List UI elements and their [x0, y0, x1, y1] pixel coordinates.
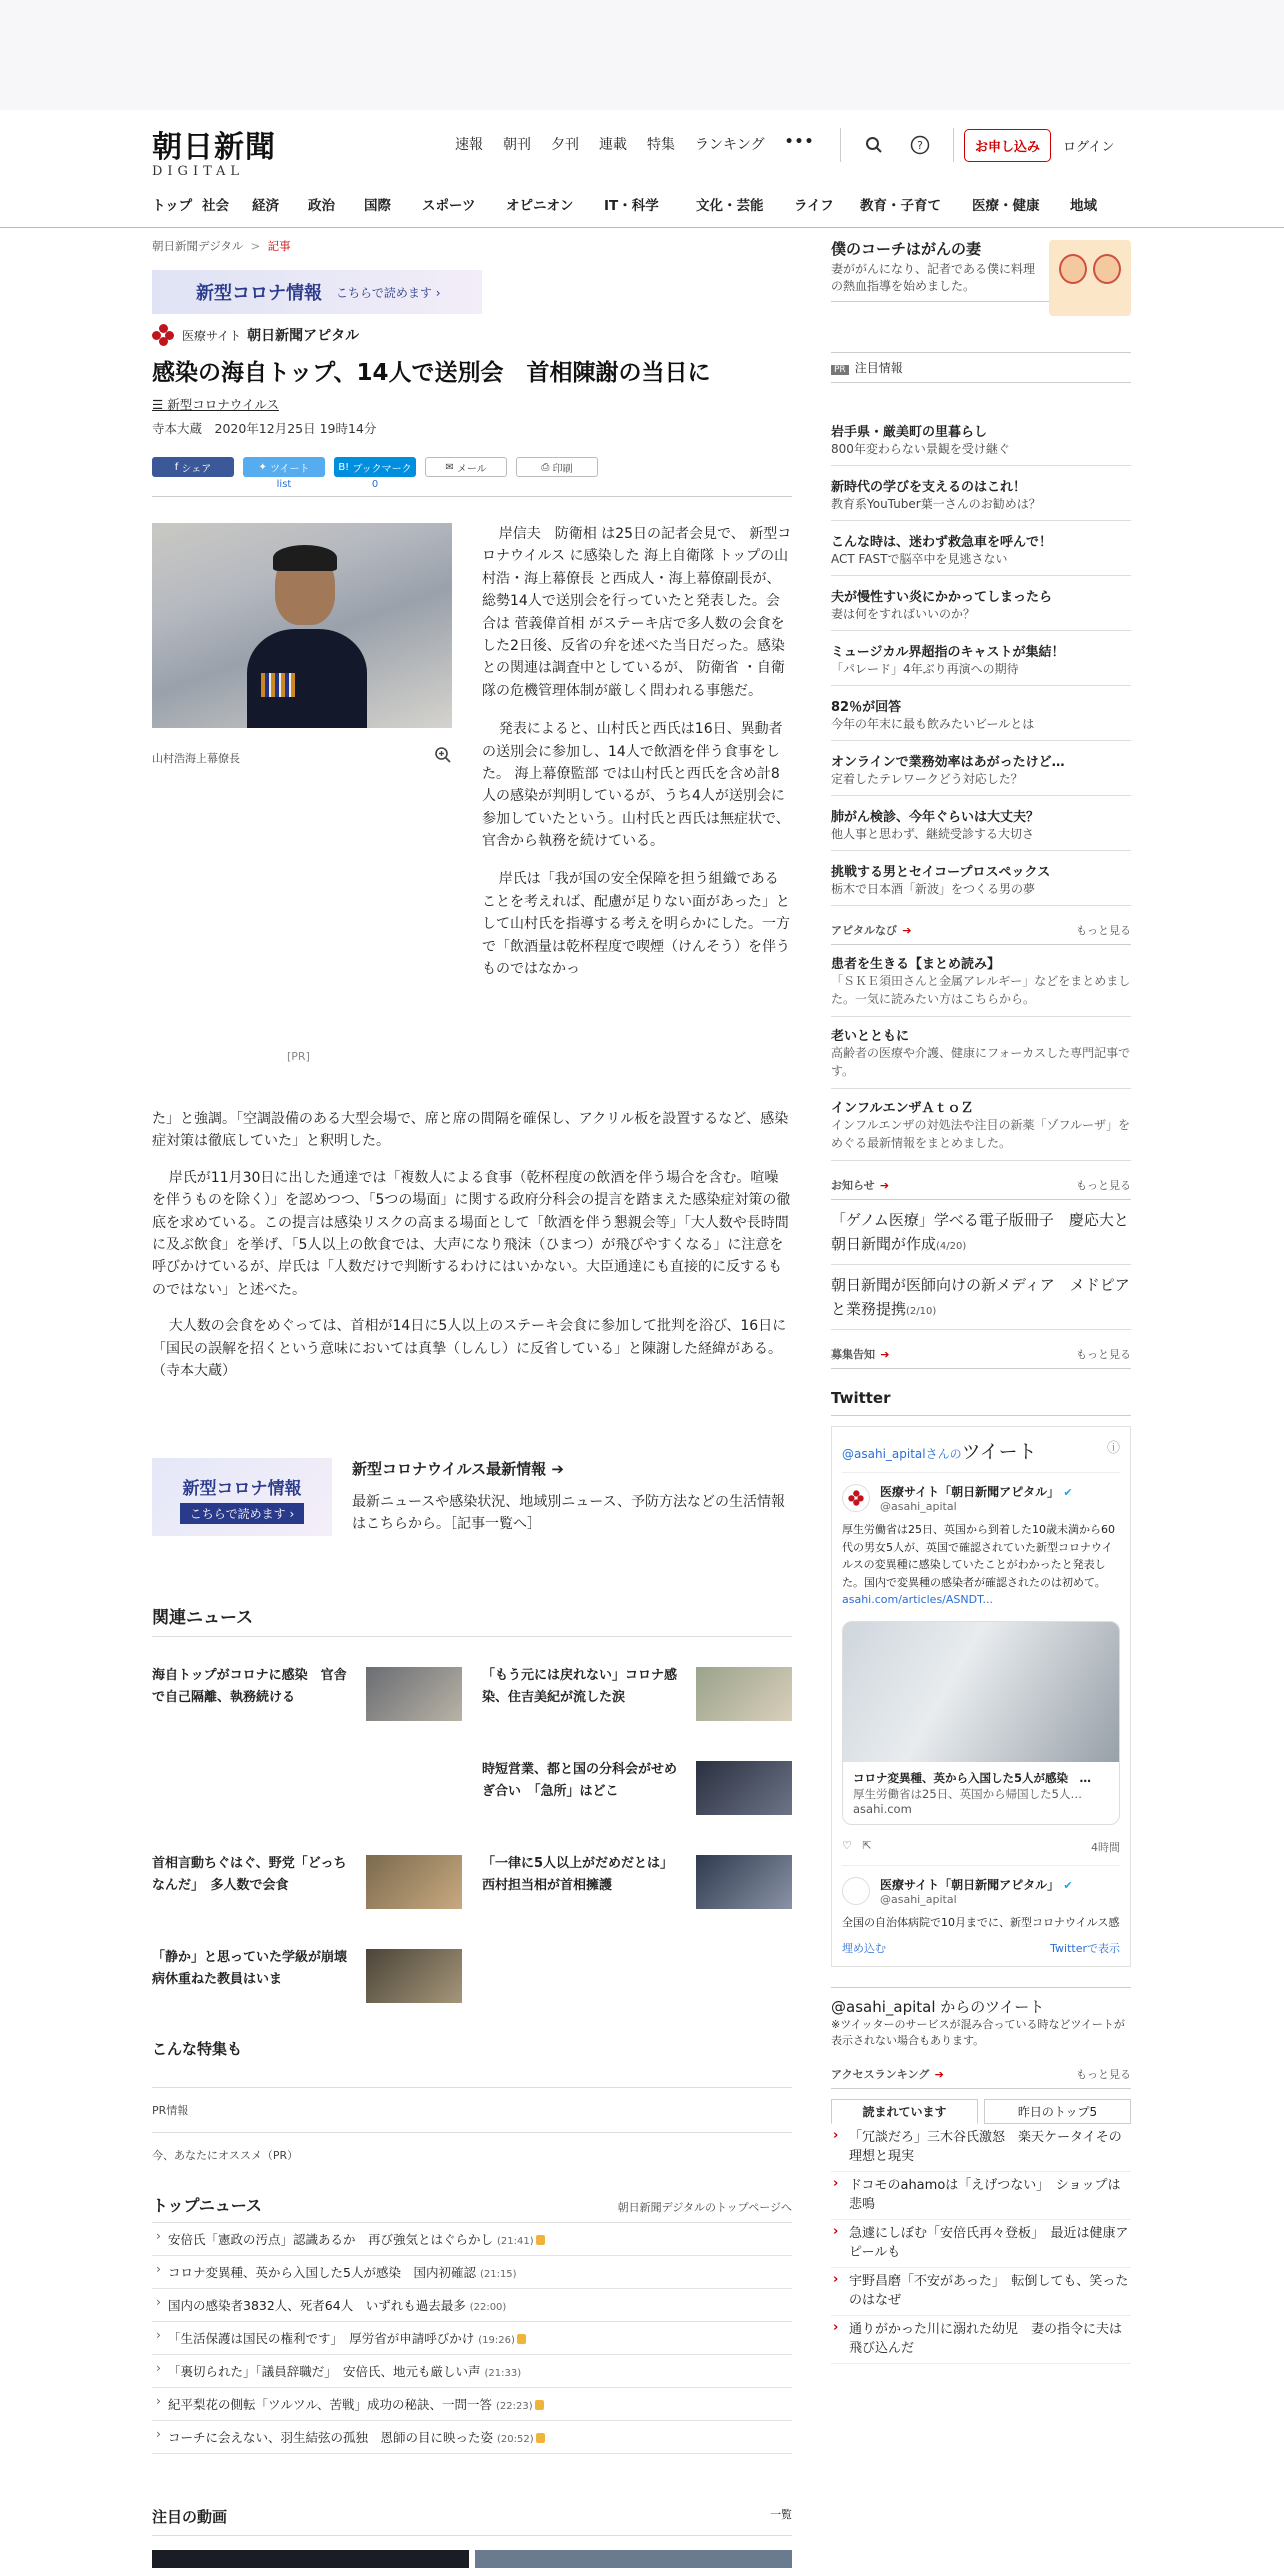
avatar — [842, 1877, 870, 1905]
cat-life[interactable]: ライフ — [794, 198, 834, 214]
lock-icon — [517, 2334, 526, 2344]
article-main — [152, 238, 792, 2526]
breadcrumb — [152, 238, 792, 254]
related-item-title: 「一律に5人以上がだめだとは」 西村担当相が首相擁護 — [482, 1856, 680, 1894]
print-label: 印刷 — [552, 463, 573, 475]
notice-item[interactable] — [831, 1200, 1131, 1265]
tweet-account-name: 医療サイト「朝日新聞アピタル」 — [880, 1485, 1060, 1499]
recruit-header — [831, 1344, 1131, 1369]
top-news-title: 「生活保護は国民の権利です」 厚労省が申請呼びかけ — [168, 2331, 475, 2346]
paragraph: た」と強調。「空調設備のある大型会場で、席と席の間隔を確保し、アクリル板を設置するなど、感染症対策は徹底していた」と釈明した。 — [152, 1111, 789, 1150]
twitter-widget-title: ツイート — [961, 1441, 1037, 1463]
video-thumbnail[interactable] — [152, 2550, 469, 2568]
top-news-time: (22:23) — [496, 2401, 533, 2412]
top-news-time: (21:41) — [497, 2236, 534, 2247]
photo-caption-text: 山村浩海上幕僚長 — [152, 752, 240, 765]
top-news — [152, 2193, 792, 2454]
topic-tag-label: 新型コロナウイルス — [167, 397, 279, 413]
pr-item-title: ミュージカル界超指のキャストが集結！ — [831, 645, 1065, 660]
pr-item-title: 82％が回答 — [831, 700, 902, 715]
pr-info-row[interactable]: PR情報 — [152, 2087, 792, 2132]
pr-section-header — [831, 352, 1131, 383]
article-body — [152, 1108, 792, 1396]
info-icon[interactable]: ⓘ — [1106, 1441, 1120, 1456]
related-item-title: 首相言動ちぐはぐ、野党「どっちなんだ」 多人数で会食 — [152, 1856, 347, 1894]
pr-item[interactable] — [831, 521, 1131, 576]
photo-subject — [247, 543, 367, 728]
related-item-thumbnail — [366, 1855, 462, 1909]
top-news-title: 国内の感染者3832人、死者64人 いずれも過去最多 — [168, 2298, 466, 2313]
paragraph: 岸氏が11月30日に出した通達では「複数人による食事（乾杯程度の飲酒を伴う場合を含む。喧噪を伴うものを除く）」を認めつつ、「5つの場面」に関する政府分科会の提言を踏まえた感染症対策の徹底を求めている。この提言は感染リスクの高まる場面として「飲酒を伴う懇親会等」「大人数や長時間に及ぶ飲食」を挙げ、「5人以上の飲食では、大声になり飛沫（ひまつ）が飛びやすくなる」に注意を呼びかけているが、岸氏は「人数だけで判断するわけにはいかない。大臣通達にも直接的に反するものではない」と述べた。 — [152, 1169, 791, 1298]
pr-item[interactable] — [831, 796, 1131, 851]
pr-item[interactable] — [831, 411, 1131, 466]
pr-item-text: 教育系YouTuber葉一さんのお勧めは？ — [831, 497, 1041, 511]
facebook-icon: f — [174, 461, 182, 473]
cat-it-science[interactable]: IT・科学 — [604, 198, 659, 214]
nav-chokan[interactable]: 朝刊 — [503, 137, 531, 153]
related-item-title: 時短営業、都と国の分科会がせめぎ合い 「急所」はどこ — [482, 1762, 678, 1800]
twitter-handle-title[interactable]: @asahi_apitalさんの — [842, 1447, 962, 1461]
pr-item-text: 「パレード」4年ぶり再演への期待 — [831, 662, 1019, 676]
top-news-link[interactable]: 朝日新聞デジタルのトップページへ — [617, 2201, 792, 2214]
pr-item-text: 800年変わらない景観を受け継ぐ — [831, 442, 1010, 456]
verified-icon: ✔ — [1063, 1878, 1073, 1892]
corona-info-image-link: こちらで読めます › — [180, 1503, 305, 1524]
pr-item[interactable] — [831, 466, 1131, 521]
svg-text:?: ? — [917, 139, 923, 152]
cat-culture[interactable]: 文化・芸能 — [696, 198, 764, 214]
top-news-title: コーチに会えない、羽生結弦の孤独 恩師の目に映った姿 — [168, 2430, 494, 2445]
ranking-item[interactable]: › 「冗談だろ」三木谷氏激怒 楽天ケータイその理想と現実 — [831, 2124, 1131, 2172]
tweet-time[interactable]: 4時間 — [1091, 1840, 1120, 1854]
cat-politics[interactable]: 政治 — [308, 198, 335, 214]
share-bar — [152, 457, 792, 497]
corona-info-box — [152, 1458, 792, 1558]
top-news-item[interactable] — [152, 2421, 792, 2454]
cat-economy[interactable]: 経済 — [252, 198, 279, 214]
paragraph: 発表によると、山村氏と西氏は16日、異動者の送別会に参加し、14人で飲酒を伴う食事をした。 海上幕僚監部 では山村氏と西氏を含め計8人の感染が判明しているが、うち4人が送別会に参加していたという。山村氏と西氏は無症状で、官舎から執務を続けている。 — [482, 721, 790, 850]
cat-top[interactable]: トップ — [152, 198, 193, 214]
photo-caption — [152, 750, 452, 766]
mail-button[interactable] — [425, 457, 507, 477]
top-news-title: 紀平梨花の側転「ツルツル、苦戦」成功の秘訣、一問一答 — [168, 2397, 493, 2412]
hatena-icon: B! — [338, 461, 353, 473]
cat-society[interactable]: 社会 — [202, 198, 229, 214]
zoom-icon[interactable] — [434, 746, 452, 767]
nav-rensai[interactable]: 連載 — [599, 137, 627, 153]
divider — [840, 128, 841, 162]
ranking-item[interactable]: › 通りがかった川に溺れた幼児 妻の指令に夫は飛び込んだ — [831, 2316, 1131, 2364]
apital-item[interactable] — [831, 1089, 1131, 1161]
apital-name: 朝日新聞アピタル — [247, 328, 360, 344]
top-news-time: (19:26) — [478, 2335, 515, 2346]
hatena-count[interactable]: 0 — [371, 479, 379, 491]
breadcrumb-current: 記事 — [267, 239, 291, 253]
pr-item-text: 今年の年末に最も飲みたいビールとは — [831, 717, 1035, 731]
apital-item-title: インフルエンザＡｔｏＺ — [831, 1101, 974, 1116]
article-photo[interactable] — [152, 523, 452, 728]
pr-item-title: 肺がん検診、今年ぐらいは大丈夫？ — [831, 810, 1040, 825]
related-item[interactable] — [152, 1853, 462, 1909]
apital-item[interactable] — [831, 945, 1131, 1017]
promo-title: 僕のコーチはがんの妻 — [831, 240, 982, 258]
more-link[interactable]: もっと見る — [1076, 1179, 1131, 1192]
notice-title: 「ゲノム医療」学べる電子版冊子 慶応大と朝日新聞が作成 — [831, 1211, 1129, 1253]
pr-item-title: 挑戦する男とセイコープロスペックス — [831, 865, 1051, 880]
facebook-share-label: シェア — [181, 463, 212, 475]
tweet-handle: @asahi_apital — [880, 1500, 957, 1513]
apital-prefix: 医療サイト — [182, 328, 242, 343]
twitter-share-button[interactable] — [243, 457, 325, 491]
top-news-time: (21:15) — [479, 2269, 517, 2280]
notice-item[interactable] — [831, 1265, 1131, 1330]
subscribe-button[interactable]: お申し込み — [964, 129, 1051, 162]
recommend-row[interactable]: 今、あなたにオススメ（PR） — [152, 2132, 792, 2177]
pr-item[interactable] — [831, 686, 1131, 741]
twitter-count[interactable]: list — [276, 479, 292, 491]
apital-item-title: 患者を生きる【まとめ読み】 — [831, 957, 1001, 972]
apital-navi-heading[interactable]: アピタルなび — [831, 924, 897, 937]
arrow-right-icon: ➔ — [934, 2067, 944, 2081]
print-icon: ⎙ — [541, 461, 553, 473]
tweet-author[interactable] — [842, 1483, 1120, 1513]
tweet-text: 全国の自治体病院で10月までに、新型コロナウイルス感 — [842, 1915, 1120, 1929]
notice-header — [831, 1175, 1131, 1200]
pr-item-text: 定着したテレワークどう対応した？ — [831, 772, 1023, 786]
pr-item[interactable] — [831, 741, 1131, 796]
site-header — [0, 110, 1284, 228]
list-icon: ☰ — [152, 397, 168, 413]
pr-heading: 注目情報 — [854, 361, 903, 375]
tweet-card-domain: asahi.com — [853, 1801, 912, 1816]
tab-most-read[interactable]: 読まれています — [831, 2099, 978, 2124]
tweet-account-name: 医療サイト「朝日新聞アピタル」 — [880, 1877, 1060, 1892]
twitter-share-label: ツイート — [270, 463, 310, 475]
paragraph: 大人数の会食をめぐっては、首相が14日に5人以上のステーキ会食に参加して批判を浴び、16日に「国民の誤解を招くという意味においては真摯（しんし）に反省している」と陳謝した経緯がある。（寺本大蔵） — [152, 1318, 787, 1379]
pr-item[interactable] — [831, 576, 1131, 631]
verified-icon: ✔ — [1063, 1486, 1073, 1499]
corona-info-image-title: 新型コロナ情報 — [182, 1479, 302, 1499]
corona-info-image[interactable] — [152, 1458, 332, 1536]
feature-section — [152, 2038, 792, 2177]
notice-date: (2/10) — [906, 1306, 937, 1317]
heart-icon[interactable]: ♡ — [842, 1838, 852, 1852]
more-link[interactable]: もっと見る — [1076, 924, 1131, 937]
facebook-share-button[interactable] — [152, 457, 234, 477]
related-item-thumbnail — [366, 1667, 462, 1721]
nav-tokushu[interactable]: 特集 — [647, 137, 675, 153]
related-item[interactable] — [152, 1947, 462, 2003]
related-item[interactable] — [482, 1665, 792, 1721]
related-item[interactable] — [482, 1759, 792, 1815]
top-news-item[interactable] — [152, 2322, 792, 2355]
from-twitter-title[interactable]: @asahi_apital からのツイート — [831, 1997, 1045, 2016]
top-news-item[interactable] — [152, 2289, 792, 2322]
pr-item-text: 栃木で日本酒「新波」をつくる男の夢 — [831, 882, 1036, 896]
top-news-title: 安倍氏「憲政の汚点」認識あるか 再び強気とはぐらかし — [168, 2232, 494, 2247]
sidebar — [831, 238, 1131, 2364]
tweet-card-title: コロナ変異種、英から入国した5人が感染 … — [853, 1770, 1091, 1785]
ranking-item[interactable]: › 宇野昌磨「不安があった」 転倒しても、笑ったのはなぜ — [831, 2268, 1131, 2316]
lock-icon — [536, 2235, 545, 2245]
top-nav — [455, 134, 834, 154]
lock-icon — [535, 2400, 544, 2410]
related-item-title: 「もう元には戻れない」コロナ感染、住吉美紀が流した涙 — [482, 1668, 678, 1706]
cat-education[interactable]: 教育・子育て — [860, 198, 941, 214]
header-actions — [830, 128, 1114, 162]
video-thumbnail[interactable] — [475, 2550, 792, 2568]
embed-link[interactable]: 埋め込む — [842, 1941, 886, 1955]
avatar — [842, 1484, 870, 1512]
twitter-widget — [831, 1426, 1131, 1967]
pr-item[interactable] — [831, 851, 1131, 906]
more-link[interactable]: もっと見る — [1076, 2067, 1131, 2081]
hatena-bookmark-button[interactable] — [334, 457, 416, 491]
pr-badge: PR — [831, 365, 849, 375]
tab-yesterday-top5[interactable]: 昨日のトップ5 — [984, 2099, 1131, 2124]
top-news-title: コロナ変異種、英から入国した5人が感染 国内初確認 — [168, 2265, 476, 2280]
hatena-label: ブックマーク — [352, 463, 412, 475]
corona-banner[interactable] — [152, 270, 482, 314]
breadcrumb-home[interactable]: 朝日新聞デジタル — [152, 239, 244, 253]
divider — [953, 128, 954, 162]
view-on-twitter-link[interactable]: Twitterで表示 — [1050, 1941, 1120, 1955]
cat-opinion[interactable]: オピニオン — [506, 198, 574, 214]
notice-heading[interactable]: お知らせ — [831, 1179, 875, 1192]
notice-date: (4/20) — [936, 1241, 967, 1252]
pr-item-title: オンラインで業務効率はあがったけど… — [831, 755, 1065, 770]
top-news-title: 「裏切られた」「議員辞職だ」 安倍氏、地元も厳しい声 — [168, 2364, 481, 2379]
promo-text: 妻ががんになり、記者である僕に料理の熱血指導を始めました。 — [831, 262, 1036, 293]
top-news-time: (21:33) — [484, 2368, 522, 2379]
recruit-heading[interactable]: 募集告知 — [831, 1348, 875, 1361]
apital-item-text: インフルエンザの対処法や注目の新薬「ゾフルーザ」をめぐる最新情報をまとめました。 — [831, 1118, 1131, 1150]
corona-info-desc[interactable]: 最新ニュースや感染状況、地域別ニュース、予防方法などの生活情報はこちらから。［記事一覧へ］ — [352, 1494, 786, 1533]
breadcrumb-separator: > — [250, 239, 261, 253]
top-news-item[interactable] — [152, 2388, 792, 2421]
feature-heading: こんな特集も — [152, 2040, 243, 2058]
top-news-time: (22:00) — [469, 2302, 507, 2313]
tweet-link[interactable]: asahi.com/articles/ASNDT... — [842, 1593, 993, 1607]
print-button[interactable] — [516, 457, 598, 477]
lock-icon — [536, 2433, 545, 2443]
apital-logo-icon — [152, 324, 174, 346]
related-item[interactable] — [152, 1665, 462, 1721]
top-news-item[interactable] — [152, 2355, 792, 2388]
tweet-card-text: 厚生労働省は25日、英国から帰国した5人… — [853, 1786, 1082, 1801]
ranking-tabs — [831, 2099, 1131, 2124]
mail-icon: ✉ — [445, 461, 457, 473]
tweet-card-image — [843, 1622, 1119, 1762]
apital-item-text: 高齢者の医療や介護、健康にフォーカスした専門記事です。 — [831, 1046, 1131, 1078]
cat-international[interactable]: 国際 — [364, 198, 391, 214]
arrow-right-icon: ➔ — [902, 924, 912, 937]
related-item[interactable] — [482, 1853, 792, 1909]
top-news-time: (20:52) — [497, 2434, 534, 2445]
pr-label: [PR] — [287, 1050, 310, 1063]
nav-ranking[interactable]: ランキング — [695, 137, 765, 153]
pr-item-title: 新時代の学びを支えるのはこれ！ — [831, 480, 1027, 495]
pr-item-text: 他人事と思わず、継続受診する大切さ — [831, 827, 1035, 841]
more-menu-button[interactable]: ••• — [784, 134, 815, 150]
cat-sports[interactable]: スポーツ — [422, 198, 476, 214]
featured-videos — [152, 2506, 792, 2568]
pr-item-text: 妻は何をすればいいのか？ — [831, 607, 976, 621]
article-title: 感染の海自トップ、14人で送別会 首相陳謝の当日に — [152, 360, 711, 386]
pr-item-title: 夫が慢性すい炎にかかってしまったら — [831, 590, 1053, 605]
nav-yukan[interactable]: 夕刊 — [551, 137, 579, 153]
tweet-handle: @asahi_apital — [880, 1892, 957, 1906]
pr-item-text: ACT FASTで脳卒中を見逃さない — [831, 552, 1008, 566]
related-item-title: 海自トップがコロナに感染 官舎で自己隔離、執務続ける — [152, 1668, 347, 1706]
arrow-right-icon: ➔ — [880, 1348, 890, 1361]
tweet-card[interactable] — [842, 1621, 1120, 1825]
banner-link: こちらで読めます › — [336, 285, 441, 300]
logo-text: 朝日新聞 — [152, 130, 276, 165]
related-news-heading: 関連ニュース — [152, 1603, 792, 1637]
logo-subtext: DIGITAL — [152, 164, 245, 179]
sidebar-promo[interactable] — [831, 238, 1131, 302]
twitter-heading: Twitter — [831, 1389, 1131, 1416]
tweet-text — [842, 1521, 1120, 1609]
from-twitter — [831, 1987, 1131, 2050]
apital-item-title: 老いとともに — [831, 1029, 910, 1044]
mail-label: メール — [456, 463, 487, 475]
search-icon[interactable] — [863, 134, 885, 156]
top-news-item[interactable] — [152, 2223, 792, 2256]
paragraph: 岸信夫 防衛相 は25日の記者会見で、 新型コロナウイルス に感染した 海上自衛隊 トップの山村浩・海上幕僚長 と西成人・海上幕僚副長が、総勢14人で送別会を行っていたと発表した。会合は 菅義偉首相 がステーキ店で多人数の会食をした2日後、反省の弁を述べた当日だった。感染との関連は調査中としているが、 防衛省 ・自衛隊の危機管理体制が厳しく問われる事態だ。 — [482, 526, 792, 699]
corona-info-title[interactable]: 新型コロナウイルス最新情報 ➔ — [352, 1460, 564, 1478]
apital-item-text: 「ＳＫＥ須田さんと金属アレルギー」などをまとめました。一気に読みたい方はこちらから。 — [831, 974, 1131, 1006]
related-news — [152, 1603, 792, 2017]
corona-info-text — [352, 1458, 792, 1536]
help-icon[interactable] — [909, 134, 931, 156]
twitter-icon: ✦ — [258, 461, 271, 473]
pr-item[interactable] — [831, 631, 1131, 686]
top-ad-area — [0, 0, 1284, 110]
videos-heading: 注目の動画 — [152, 2508, 228, 2526]
related-item-title: 「静か」と思っていた学級が崩壊 病休重ねた教員はいま — [152, 1950, 361, 1988]
apital-item[interactable] — [831, 1017, 1131, 1089]
apital-label[interactable] — [152, 324, 792, 346]
nav-sokuho[interactable]: 速報 — [455, 137, 483, 153]
top-news-heading: トップニュース — [152, 2196, 262, 2215]
category-nav — [152, 194, 1100, 214]
cat-health[interactable]: 医療・健康 — [972, 198, 1040, 214]
ranking-header — [831, 2064, 1131, 2089]
apital-navi-header — [831, 920, 1131, 945]
ranking-heading[interactable]: アクセスランキング — [831, 2067, 930, 2081]
article-lede — [482, 523, 792, 996]
paragraph: 岸氏は「我が国の安全保障を担う組織であることを考えれば、配慮が足りない面があった」として山村氏を指導する考えを明らかにした。一方で「飲酒量は乾杯程度で喫煙（けんそう）を伴うものではなかっ — [482, 871, 790, 978]
topic-tag[interactable] — [152, 395, 792, 413]
pr-item-title: こんな時は、迷わず救急車を呼んで！ — [831, 535, 1053, 550]
related-item-thumbnail — [366, 1949, 462, 2003]
cat-region[interactable]: 地域 — [1070, 198, 1097, 214]
videos-list-link[interactable]: 一覧 — [770, 2508, 792, 2521]
login-link[interactable]: ログイン — [1063, 139, 1115, 155]
byline: 寺本大蔵 2020年12月25日 19時14分 — [152, 421, 377, 437]
related-item-thumbnail — [696, 1667, 792, 1721]
arrow-right-icon: ➔ — [879, 1179, 890, 1192]
tweet-body: 厚生労働省は25日、英国から到着した10歳未満から60代の男女5人が、英国で確認されていた新型コロナウイルスの変異種に感染していたことがわかったと発表した。国内で変異種の感染者が確認されたのは初めて。 — [842, 1523, 1115, 1589]
promo-illustration — [1049, 240, 1131, 316]
tweet-author[interactable] — [842, 1876, 1120, 1906]
site-logo[interactable] — [152, 122, 284, 179]
notice-title: 朝日新聞が医師向けの新メディア メドピアと業務提携 — [831, 1276, 1130, 1318]
related-item-thumbnail — [696, 1855, 792, 1909]
pr-item-title: 岩手県・厳美町の里暮らし — [831, 425, 988, 440]
ranking-item[interactable]: › ドコモのahamoは「えげつない」 ショップは悲鳴 — [831, 2172, 1131, 2220]
ranking-item[interactable]: › 急遽にしぼむ「安倍氏再々登板」 最近は健康アピールも — [831, 2220, 1131, 2268]
more-link[interactable]: もっと見る — [1076, 1348, 1131, 1361]
share-icon[interactable]: ⇱ — [862, 1838, 872, 1852]
related-item-thumbnail — [696, 1761, 792, 1815]
from-twitter-note: ※ツイッターのサービスが混み合っている時などツイートが表示されない場合もあります。 — [831, 2017, 1125, 2048]
top-news-item[interactable] — [152, 2256, 792, 2289]
banner-title: 新型コロナ情報 — [196, 283, 322, 304]
